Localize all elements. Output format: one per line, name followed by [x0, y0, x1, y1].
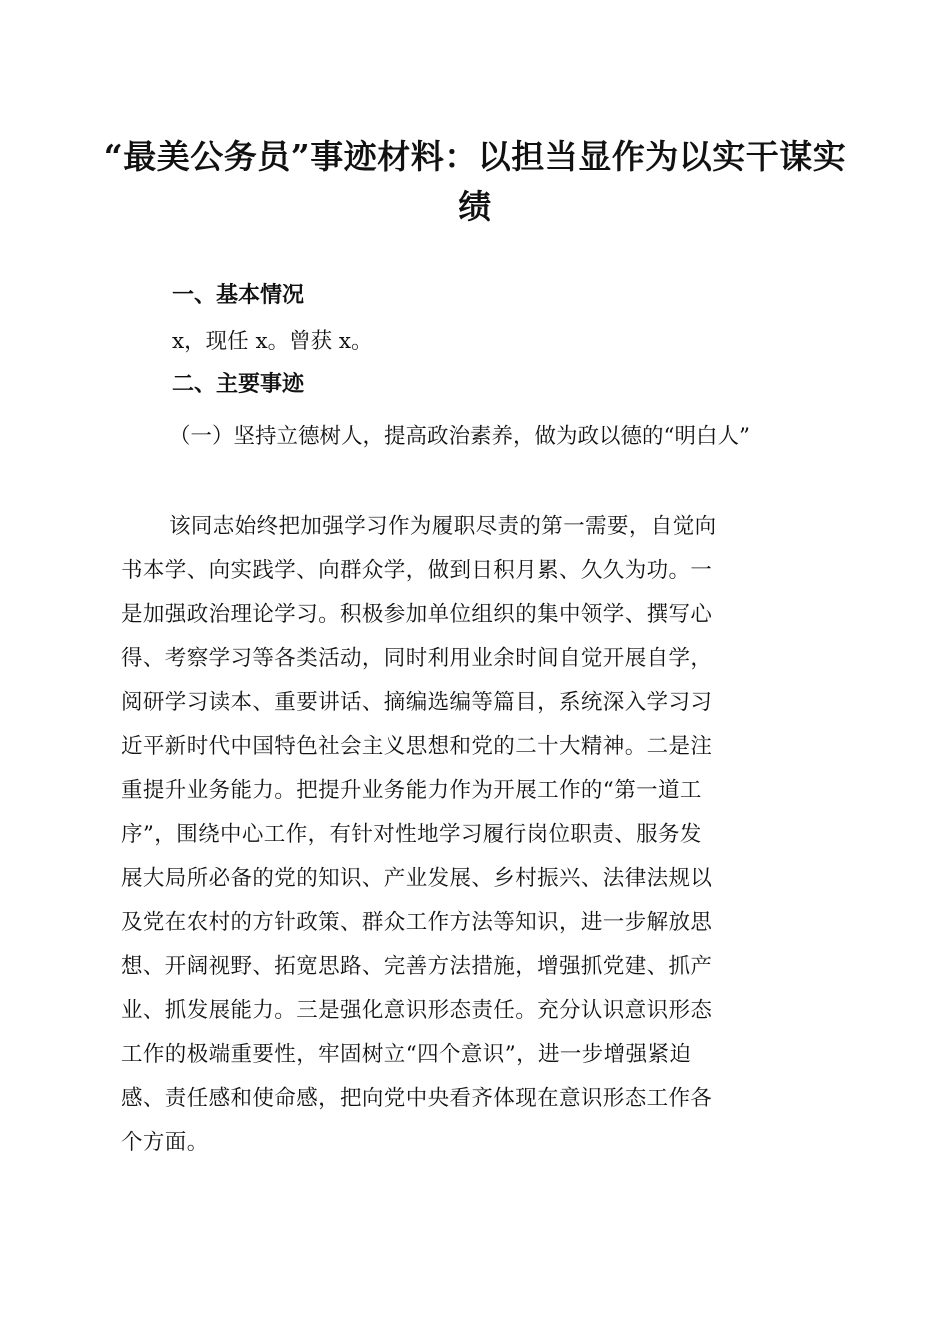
- paragraph-line: 及党在农村的方针政策、群众工作方法等知识，进一步解放思: [121, 910, 713, 935]
- section-heading-basic-info: 一、基本情况: [172, 283, 305, 308]
- paragraph-line: 书本学、向实践学、向群众学，做到日积月累、久久为功。一: [121, 558, 713, 583]
- paragraph-line: 得、考察学习等各类活动，同时利用业余时间自觉开展自学，: [121, 646, 713, 671]
- paragraph-line: 序”，围绕中心工作，有针对性地学习履行岗位职责、服务发: [121, 822, 702, 847]
- paragraph-line: 近平新时代中国特色社会主义思想和党的二十大精神。二是注: [121, 734, 713, 759]
- paragraph-line: 该同志始终把加强学习作为履职尽责的第一需要，自觉向: [169, 514, 717, 539]
- paragraph-line: 业、抓发展能力。三是强化意识形态责任。充分认识意识形态: [121, 998, 713, 1023]
- paragraph-line: 阅研学习读本、重要讲话、摘编选编等篇目，系统深入学习习: [121, 690, 713, 715]
- paragraph-line: 是加强政治理论学习。积极参加单位组织的集中领学、撰写心: [121, 602, 713, 627]
- paragraph-line: 想、开阔视野、拓宽思路、完善方法措施，增强抓党建、抓产: [121, 954, 713, 979]
- paragraph-line: 感、责任感和使命感，把向党中央看齐体现在意识形态工作各: [121, 1086, 713, 1111]
- paragraph-line: 展大局所必备的党的知识、产业发展、乡村振兴、法律法规以: [121, 866, 713, 891]
- body-paragraph: [121, 505, 833, 1165]
- paragraph-line: 重提升业务能力。把提升业务能力作为开展工作的“第一道工: [121, 778, 702, 803]
- document-title: “最美公务员”事迹材料：以担当显作为以实干谋实绩: [103, 137, 847, 226]
- paragraph-line: 工作的极端重要性，牢固树立“四个意识”，进一步增强紧迫: [121, 1042, 692, 1067]
- subsection-heading: （一）坚持立德树人，提高政治素养，做为政以德的“明白人”: [169, 424, 750, 449]
- section-heading-main-deeds: 二、主要事迹: [172, 372, 305, 397]
- basic-info-text: x，现任 x。曾获 x。: [172, 329, 373, 354]
- paragraph-line: 个方面。: [121, 1130, 209, 1155]
